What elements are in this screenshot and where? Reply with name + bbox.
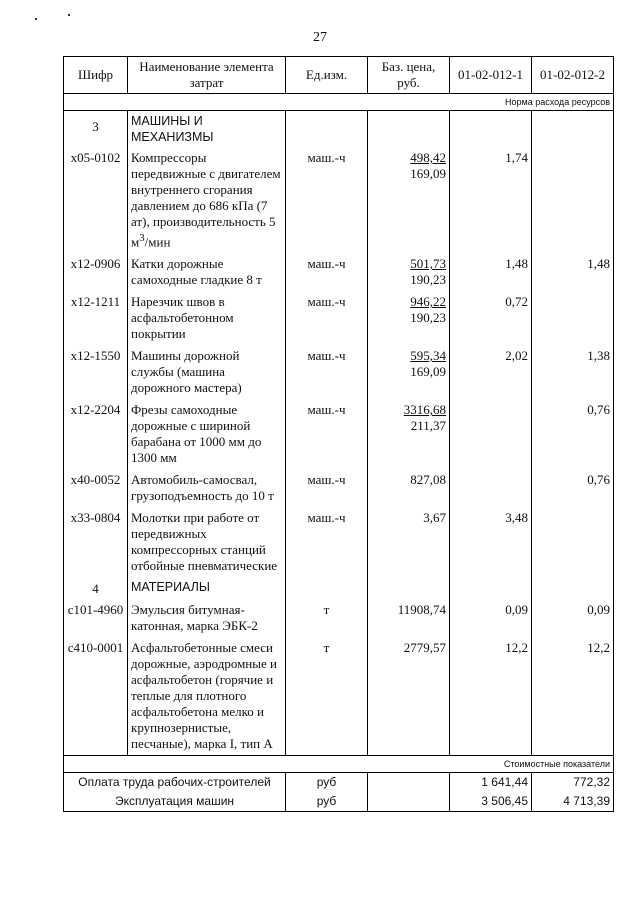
total-row	[64, 773, 614, 793]
row-unit: маш.-ч	[286, 507, 368, 577]
row-price	[368, 291, 450, 345]
price-top: 946,22	[410, 294, 446, 310]
row-name: Машины дорожной службы (машина дорожного мастера)	[128, 345, 286, 399]
band-resources	[64, 94, 614, 111]
row-code: х12-1550	[64, 345, 128, 399]
row-value-2: 0,76	[532, 469, 614, 507]
row-value-2: 0,76	[532, 399, 614, 469]
row-value-2: 1,38	[532, 345, 614, 399]
table-row	[64, 469, 614, 507]
total-label: Эксплуатация машин	[64, 792, 286, 812]
price-bottom: 169,09	[410, 364, 446, 380]
table-row	[64, 253, 614, 291]
row-code: х12-0906	[64, 253, 128, 291]
row-code: х33-0804	[64, 507, 128, 577]
row-price	[368, 399, 450, 469]
row-value-1: 1,48	[450, 253, 532, 291]
row-value-2: 1,48	[532, 253, 614, 291]
band-costs	[64, 756, 614, 773]
row-code: х12-2204	[64, 399, 128, 469]
price-bottom: 190,23	[410, 310, 446, 326]
scan-speck	[35, 18, 37, 20]
row-unit: т	[286, 637, 368, 756]
row-value-1: 12,2	[450, 637, 532, 756]
table-row	[64, 345, 614, 399]
total-value-1: 1 641,44	[450, 773, 532, 793]
row-code: с101-4960	[64, 599, 128, 637]
row-unit: маш.-ч	[286, 291, 368, 345]
price-top: 501,73	[410, 256, 446, 272]
row-name: Автомобиль-самосвал, грузоподъемность до 10 т	[128, 469, 286, 507]
section-number: 3	[64, 111, 128, 148]
header-code: Шифр	[64, 57, 128, 94]
row-price: 827,08	[368, 469, 450, 507]
row-name: Эмульсия битумная-катонная, марка ЭБК-2	[128, 599, 286, 637]
total-row	[64, 792, 614, 812]
total-unit: руб	[286, 792, 368, 812]
row-name: Нарезчик швов в асфальтобетонном покрытии	[128, 291, 286, 345]
table-row	[64, 399, 614, 469]
row-unit: т	[286, 599, 368, 637]
row-value-2	[532, 291, 614, 345]
row-value-1: 1,74	[450, 147, 532, 253]
row-unit: маш.-ч	[286, 253, 368, 291]
header-unit: Ед.изм.	[286, 57, 368, 94]
total-value-1: 3 506,45	[450, 792, 532, 812]
row-value-1: 0,72	[450, 291, 532, 345]
row-code: х40-0052	[64, 469, 128, 507]
band-resources-label: Норма расхода ресурсов	[64, 94, 614, 111]
row-name: Катки дорожные самоходные гладкие 8 т	[128, 253, 286, 291]
band-costs-label: Стоимостные показатели	[64, 756, 614, 773]
total-unit: руб	[286, 773, 368, 793]
row-code: х05-0102	[64, 147, 128, 253]
row-price: 2779,57	[368, 637, 450, 756]
row-value-1: 3,48	[450, 507, 532, 577]
total-value-2: 4 713,39	[532, 792, 614, 812]
header-price: Баз. цена, руб.	[368, 57, 450, 94]
row-value-2: 0,09	[532, 599, 614, 637]
section-title: МАТЕРИАЛЫ	[128, 577, 286, 599]
row-price	[368, 253, 450, 291]
row-code: х12-1211	[64, 291, 128, 345]
page-number: 27	[313, 30, 327, 45]
row-price	[368, 147, 450, 253]
row-name: Молотки при работе от передвижных компрессорных станций отбойные пневматические	[128, 507, 286, 577]
row-name: Асфальтобетонные смеси дорожные, аэродромные и асфальтобетон (горячие и теплые для плотного асфальтобетона мелко и крупнозернистые, песчаные), марка I, тип А	[128, 637, 286, 756]
header-name: Наименование элемента затрат	[128, 57, 286, 94]
total-value-2: 772,32	[532, 773, 614, 793]
header-col2: 01-02-012-2	[532, 57, 614, 94]
price-bottom: 169,09	[410, 166, 446, 181]
row-unit: маш.-ч	[286, 147, 368, 253]
row-value-1: 0,09	[450, 599, 532, 637]
row-value-2	[532, 507, 614, 577]
price-bottom: 190,23	[410, 272, 446, 288]
table-row	[64, 637, 614, 756]
row-unit: маш.-ч	[286, 345, 368, 399]
table-row	[64, 507, 614, 577]
row-unit: маш.-ч	[286, 399, 368, 469]
price-top: 595,34	[410, 348, 446, 364]
row-unit: маш.-ч	[286, 469, 368, 507]
row-value-1	[450, 399, 532, 469]
price-bottom: 211,37	[410, 418, 446, 434]
table-row	[64, 147, 614, 253]
row-price: 11908,74	[368, 599, 450, 637]
row-name: Фрезы самоходные дорожные с шириной барабана от 1000 мм до 1300 мм	[128, 399, 286, 469]
price-top: 498,42	[410, 150, 446, 165]
table-row	[64, 599, 614, 637]
header-col1: 01-02-012-1	[450, 57, 532, 94]
scan-speck	[68, 14, 70, 16]
row-value-1: 2,02	[450, 345, 532, 399]
section-header	[64, 577, 614, 599]
table-row	[64, 291, 614, 345]
row-value-1	[450, 469, 532, 507]
resource-table	[63, 56, 614, 812]
row-price	[368, 345, 450, 399]
row-value-2: 12,2	[532, 637, 614, 756]
row-price: 3,67	[368, 507, 450, 577]
section-number: 4	[64, 577, 128, 599]
total-label: Оплата труда рабочих-строителей	[64, 773, 286, 793]
price-top: 3316,68	[403, 402, 446, 418]
row-code: с410-0001	[64, 637, 128, 756]
row-name: Компрессоры передвижные с двигателем внутреннего сгорания давлением до 686 кПа (7 ат), производительность 5 $м^3$/мин	[128, 147, 286, 253]
section-header	[64, 111, 614, 148]
section-title: МАШИНЫ И МЕХАНИЗМЫ	[128, 111, 286, 148]
table-header	[64, 57, 614, 94]
row-value-2	[532, 147, 614, 253]
